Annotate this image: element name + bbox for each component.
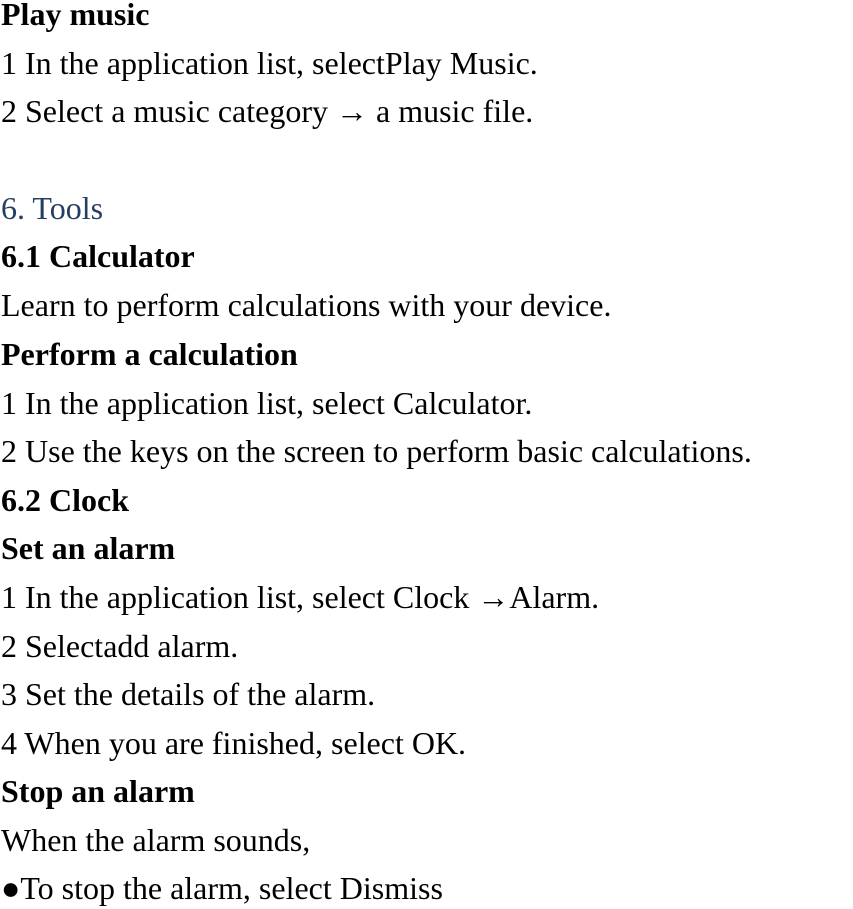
- calculator-step-1: 1 In the application list, select Calculator.: [1, 385, 533, 421]
- set-alarm-step-2: 2 Selectadd alarm.: [1, 628, 239, 664]
- calculator-step-2: 2 Use the keys on the screen to perform basic calculations.: [1, 433, 752, 469]
- set-alarm-step-4: 4 When you are finished, select OK.: [1, 725, 467, 761]
- stop-alarm-intro: When the alarm sounds,: [1, 822, 311, 858]
- chapter-title-tools: 6. Tools: [1, 190, 104, 226]
- play-music-heading: Play music: [1, 0, 150, 32]
- set-alarm-step-3: 3 Set the details of the alarm.: [1, 676, 376, 712]
- perform-calculation-subheading: Perform a calculation: [1, 336, 298, 372]
- play-music-step-1: 1 In the application list, selectPlay Music.: [1, 45, 538, 81]
- clock-heading: 6.2 Clock: [1, 482, 129, 518]
- stop-alarm-subheading: Stop an alarm: [1, 773, 195, 809]
- calculator-heading: 6.1 Calculator: [1, 238, 195, 274]
- set-alarm-subheading: Set an alarm: [1, 530, 176, 566]
- calculator-intro: Learn to perform calculations with your device.: [1, 287, 612, 323]
- set-alarm-step-1: 1 In the application list, select Clock →Alarm.: [1, 579, 600, 615]
- play-music-step-2: 2 Select a music category → a music file.: [1, 93, 534, 129]
- stop-alarm-bullet: ●To stop the alarm, select Dismiss: [1, 870, 443, 906]
